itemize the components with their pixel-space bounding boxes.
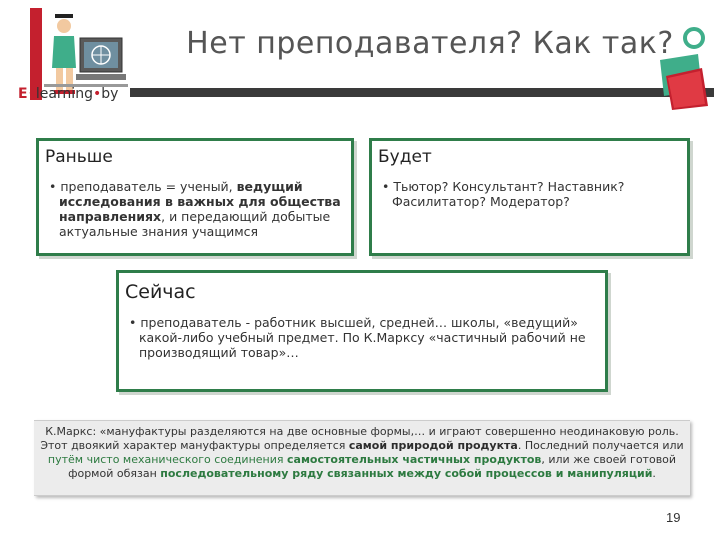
quote-green1: путём чисто механического соединения: [47, 453, 287, 466]
logo-word: learning: [35, 86, 93, 102]
now-box: [116, 270, 608, 392]
quote-emph1: самостоятельных частичных продуктов: [287, 453, 542, 466]
book-icon: [650, 20, 710, 110]
before-text-bold: ведущий исследования в важных для общества направлениях: [59, 179, 341, 224]
now-text: • преподаватель - работник высшей, средней… школы, «ведущий» какой-либо учебный предмет. По К.Марксу «частичный рабочий не производящий товар»…: [129, 315, 586, 360]
marx-quote: [34, 420, 690, 496]
page-title: Нет преподавателя? Как так?: [186, 26, 674, 61]
before-text: [45, 179, 341, 239]
logo-wordmark: E•learning•by: [18, 86, 119, 102]
before-text-part1: • преподаватель = ученый,: [49, 179, 237, 194]
quote-part4: .: [652, 467, 656, 480]
quote-emph2: последовательному ряду связанных между собой процессов и манипуляций: [160, 467, 653, 480]
quote-part1: К.Маркс: «мануфактуры разделяются на две основные формы,… и играют совершенно неодинаковую роль. Этот двоякий характер мануфактуры определяется: [40, 425, 679, 452]
will-box: [369, 138, 690, 256]
logo-e: E: [18, 86, 28, 102]
will-title: Будет: [378, 147, 432, 167]
page-number: 19: [666, 510, 681, 525]
quote-bold1: самой природой продукта: [348, 439, 518, 452]
before-title: Раньше: [45, 147, 113, 167]
quote-part2: . Последний получается или: [517, 439, 684, 452]
logo-suffix: by: [101, 86, 119, 102]
before-box: [36, 138, 354, 256]
title-rule: [130, 88, 714, 97]
before-text-part2: , и передающий добытые актуальные знания учащимся: [59, 209, 331, 239]
now-title: Сейчас: [125, 281, 196, 303]
quote-part3: , или же своей готовой формой обязан: [68, 453, 677, 480]
will-text: • Тьютор? Консультант? Наставник? Фасилитатор? Модератор?: [382, 179, 625, 209]
